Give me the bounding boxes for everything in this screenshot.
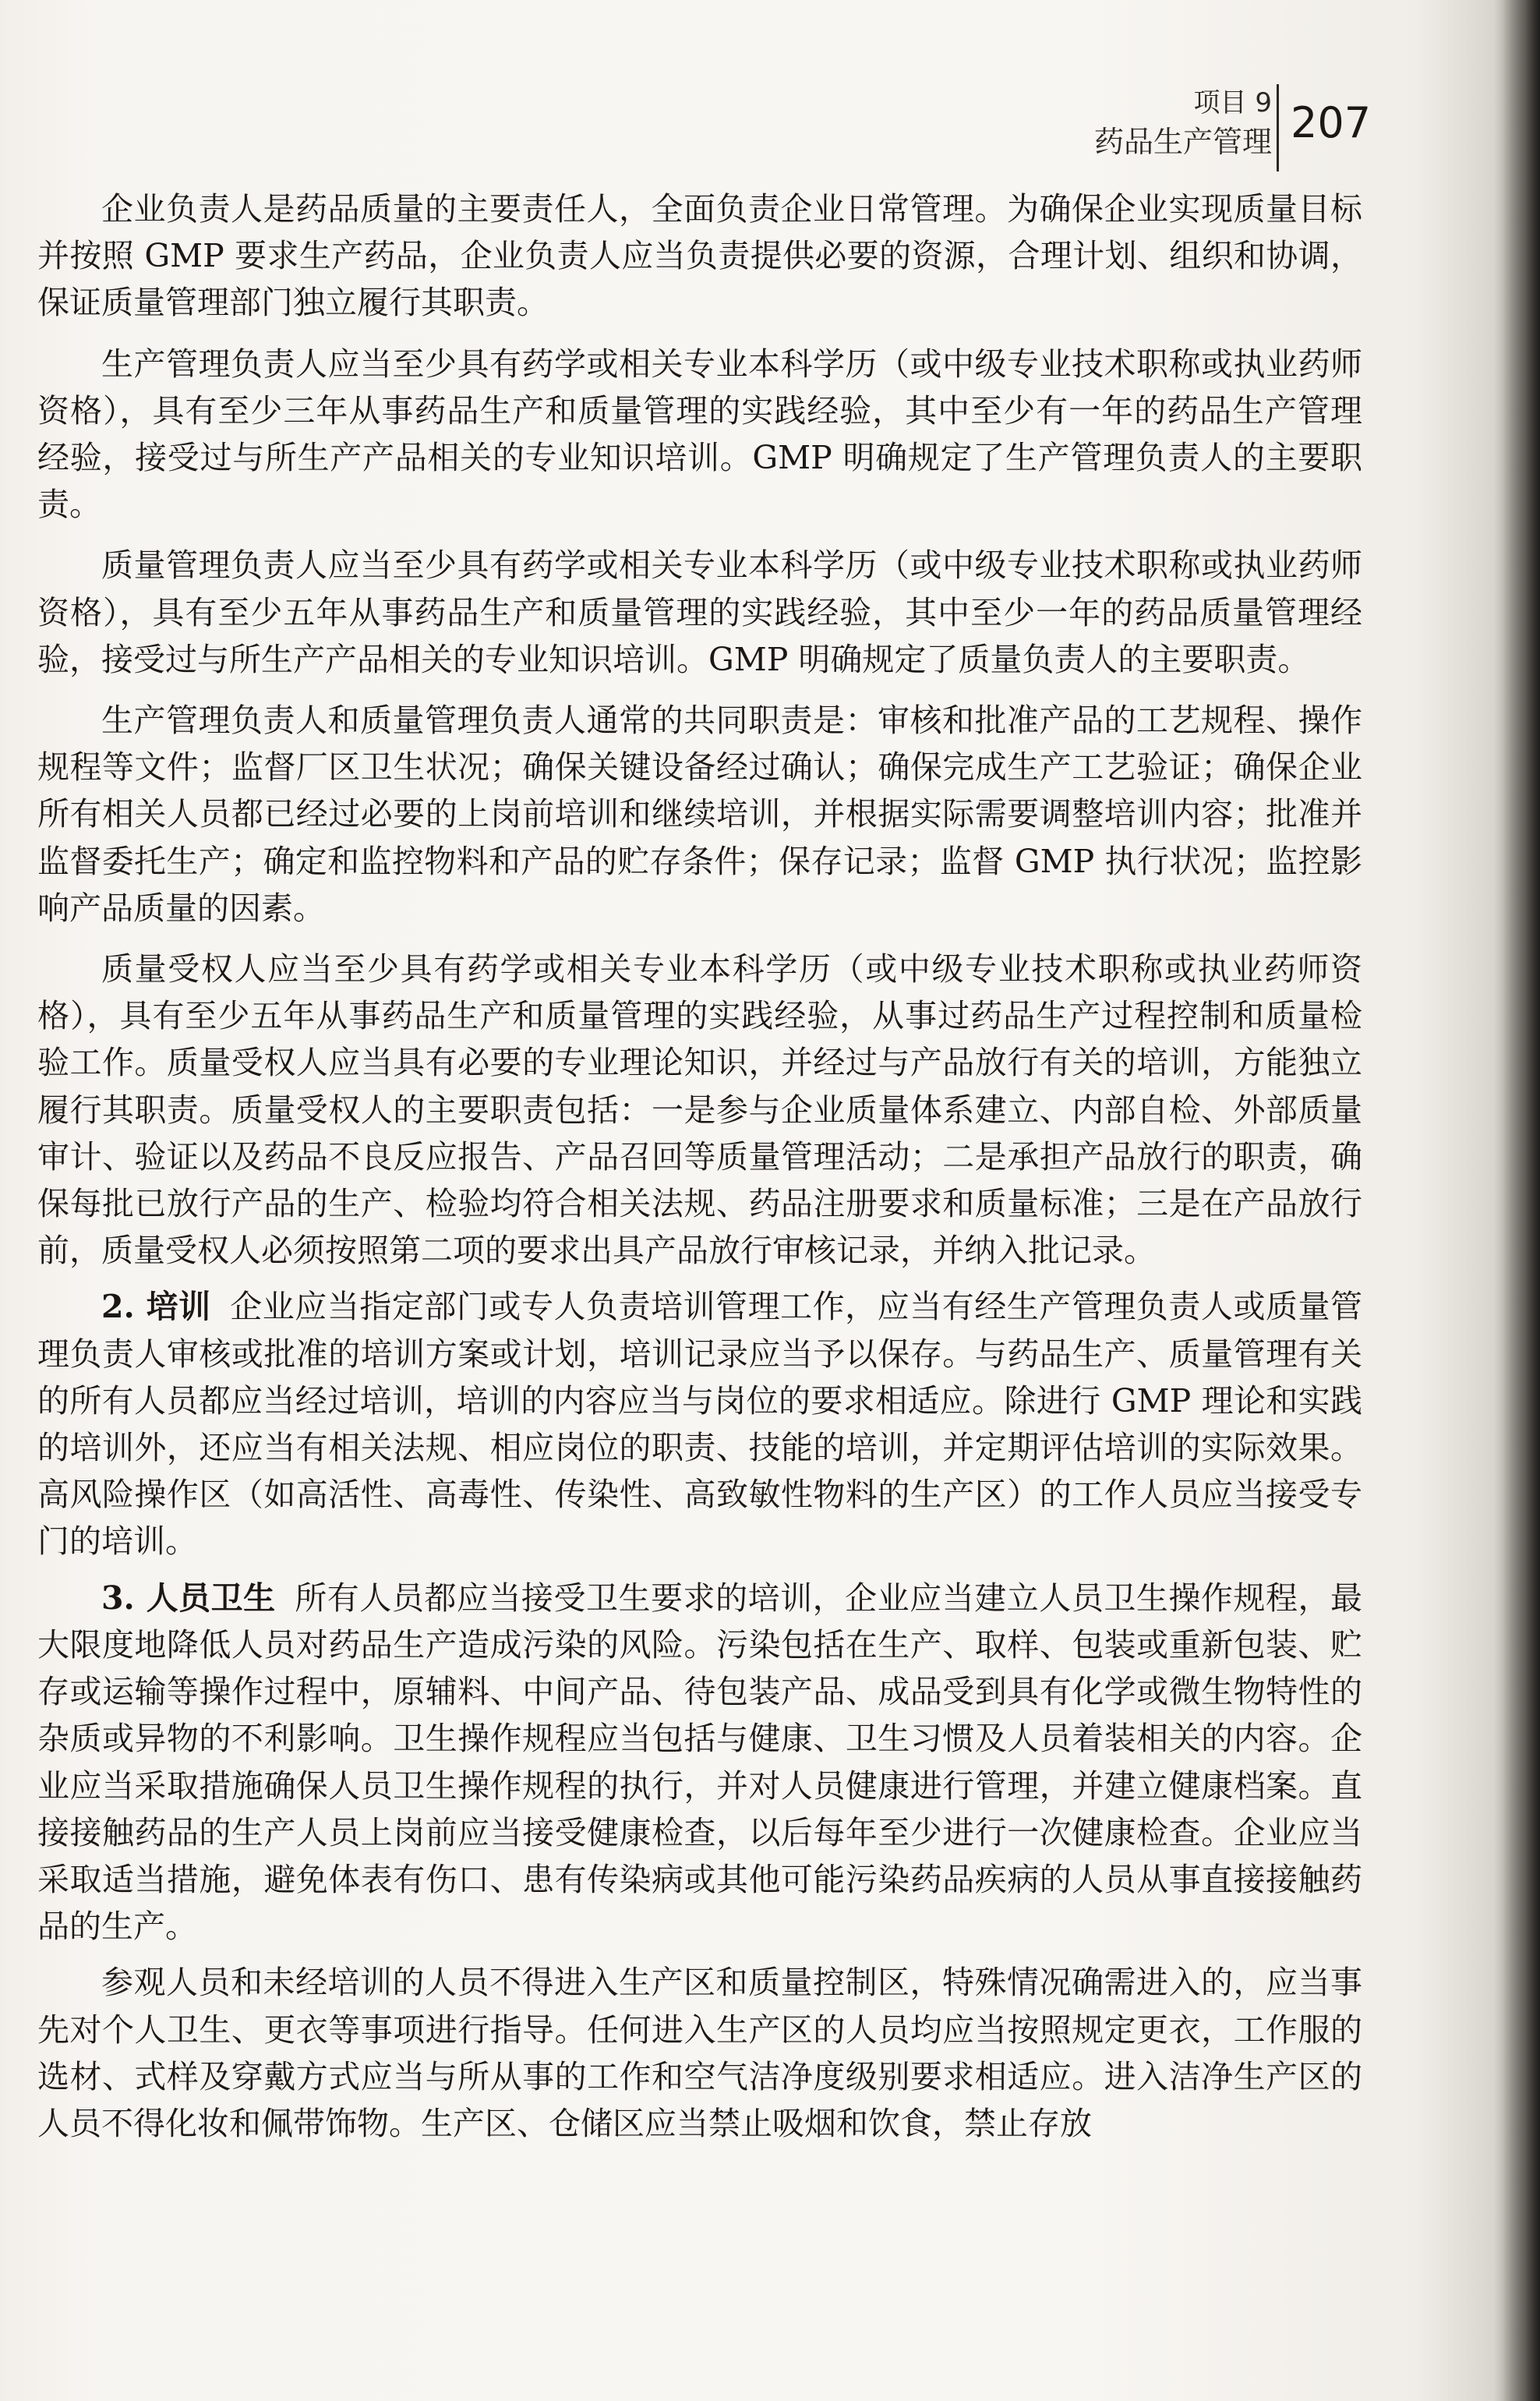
- running-header: [1013, 84, 1372, 178]
- paragraph-text: 参观人员和未经培训的人员不得进入生产区和质量控制区，特殊情况确需进入的，应当事先对个人卫生、更衣等事项进行指导。任何进入生产区的人员均应当按照规定更衣，工作服的选材、式样及穿戴方式应当与所从事的工作和空气洁净度级别要求相适应。进入洁净生产区的人员不得化妆和佩带饰物。生产区、仓储区应当禁止吸烟和饮食，禁止存放: [37, 1964, 1362, 2142]
- paragraph-text: 生产管理负责人应当至少具有药学或相关专业本科学历（或中级专业技术职称或执业药师资格），具有至少三年从事药品生产和质量管理的实践经验，其中至少有一年的药品生产管理经验，接受过与所生产产品相关的专业知识培训。GMP 明确规定了生产管理负责人的主要职责。: [37, 345, 1362, 524]
- body-text: [37, 186, 1362, 2161]
- paragraph-text: 所有人员都应当接受卫生要求的培训，企业应当建立人员卫生操作规程，最大限度地降低人员对药品生产造成污染的风险。污染包括在生产、取样、包装或重新包装、贮存或运输等操作过程中，原辅料、中间产品、待包装产品、成品受到具有化学或微生物特性的杂质或异物的不利影响。卫生操作规程应当包括与健康、卫生习惯及人员着装相关的内容。企业应当采取措施确保人员卫生操作规程的执行，并对人员健康进行管理，并建立健康档案。直接接触药品的生产人员上岗前应当接受健康检查，以后每年至少进行一次健康检查。企业应当采取适当措施，避免体表有伤口、患有传染病或其他可能污染药品疾病的人员从事直接接触药品的生产。: [37, 1579, 1362, 1946]
- section-heading-hygiene: 3. 人员卫生: [101, 1579, 276, 1617]
- paragraph-4: [37, 697, 1362, 932]
- project-label: 项目 9: [1193, 87, 1272, 118]
- page-number: 207: [1291, 98, 1372, 147]
- paragraph-3: [37, 542, 1362, 683]
- section-training: [37, 1283, 1362, 1565]
- paragraph-2: [37, 341, 1362, 529]
- section-personnel-hygiene: [37, 1575, 1362, 1950]
- paragraph-text: 质量管理负责人应当至少具有药学或相关专业本科学历（或中级专业技术职称或执业药师资格），具有至少五年从事药品生产和质量管理的实践经验，其中至少一年的药品质量管理经验，接受过与所生产产品相关的专业知识培训。GMP 明确规定了质量负责人的主要职责。: [37, 546, 1362, 678]
- paragraph-text: 生产管理负责人和质量管理负责人通常的共同职责是：审核和批准产品的工艺规程、操作规程等文件；监督厂区卫生状况；确保关键设备经过确认；确保完成生产工艺验证；确保企业所有相关人员都已经过必要的上岗前培训和继续培训，并根据实际需要调整培训内容；批准并监督委托生产；确定和监控物料和产品的贮存条件；保存记录；监督 GMP 执行状况；监控影响产品质量的因素。: [37, 702, 1362, 927]
- header-divider: [1277, 84, 1279, 172]
- paragraph-8: [37, 1959, 1362, 2147]
- paragraph-text: 质量受权人应当至少具有药学或相关专业本科学历（或中级专业技术职称或执业药师资格），具有至少五年从事药品生产和质量管理的实践经验，从事过药品生产过程控制和质量检验工作。质量受权人应当具有必要的专业理论知识，并经过与产品放行有关的培训，方能独立履行其职责。质量受权人的主要职责包括：一是参与企业质量体系建立、内部自检、外部质量审计、验证以及药品不良反应报告、产品召回等质量管理活动；二是承担产品放行的职责，确保每批已放行产品的生产、检验均符合相关法规、药品注册要求和质量标准；三是在产品放行前，质量受权人必须按照第二项的要求出具产品放行审核记录，并纳入批记录。: [37, 950, 1362, 1270]
- book-spine-shadow: [1503, 0, 1540, 2401]
- paragraph-text: 企业负责人是药品质量的主要责任人，全面负责企业日常管理。为确保企业实现质量目标并按照 GMP 要求生产药品，企业负责人应当负责提供必要的资源，合理计划、组织和协调，保证质量管理部门独立履行其职责。: [37, 190, 1362, 322]
- paragraph-1: [37, 186, 1362, 327]
- paragraph-text: 企业应当指定部门或专人负责培训管理工作，应当有经生产管理负责人或质量管理负责人审核或批准的培训方案或计划，培训记录应当予以保存。与药品生产、质量管理有关的所有人员都应当经过培训，培训的内容应当与岗位的要求相适应。除进行 GMP 理论和实践的培训外，还应当有相关法规、相应岗位的职责、技能的培训，并定期评估培训的实际效果。高风险操作区（如高活性、高毒性、传染性、高致敏性物料的生产区）的工作人员应当接受专门的培训。: [37, 1288, 1363, 1561]
- paragraph-5: [37, 946, 1362, 1274]
- header-titles: [1094, 84, 1272, 162]
- chapter-title: 药品生产管理: [1093, 125, 1272, 159]
- section-heading-training: 2. 培训: [101, 1288, 211, 1326]
